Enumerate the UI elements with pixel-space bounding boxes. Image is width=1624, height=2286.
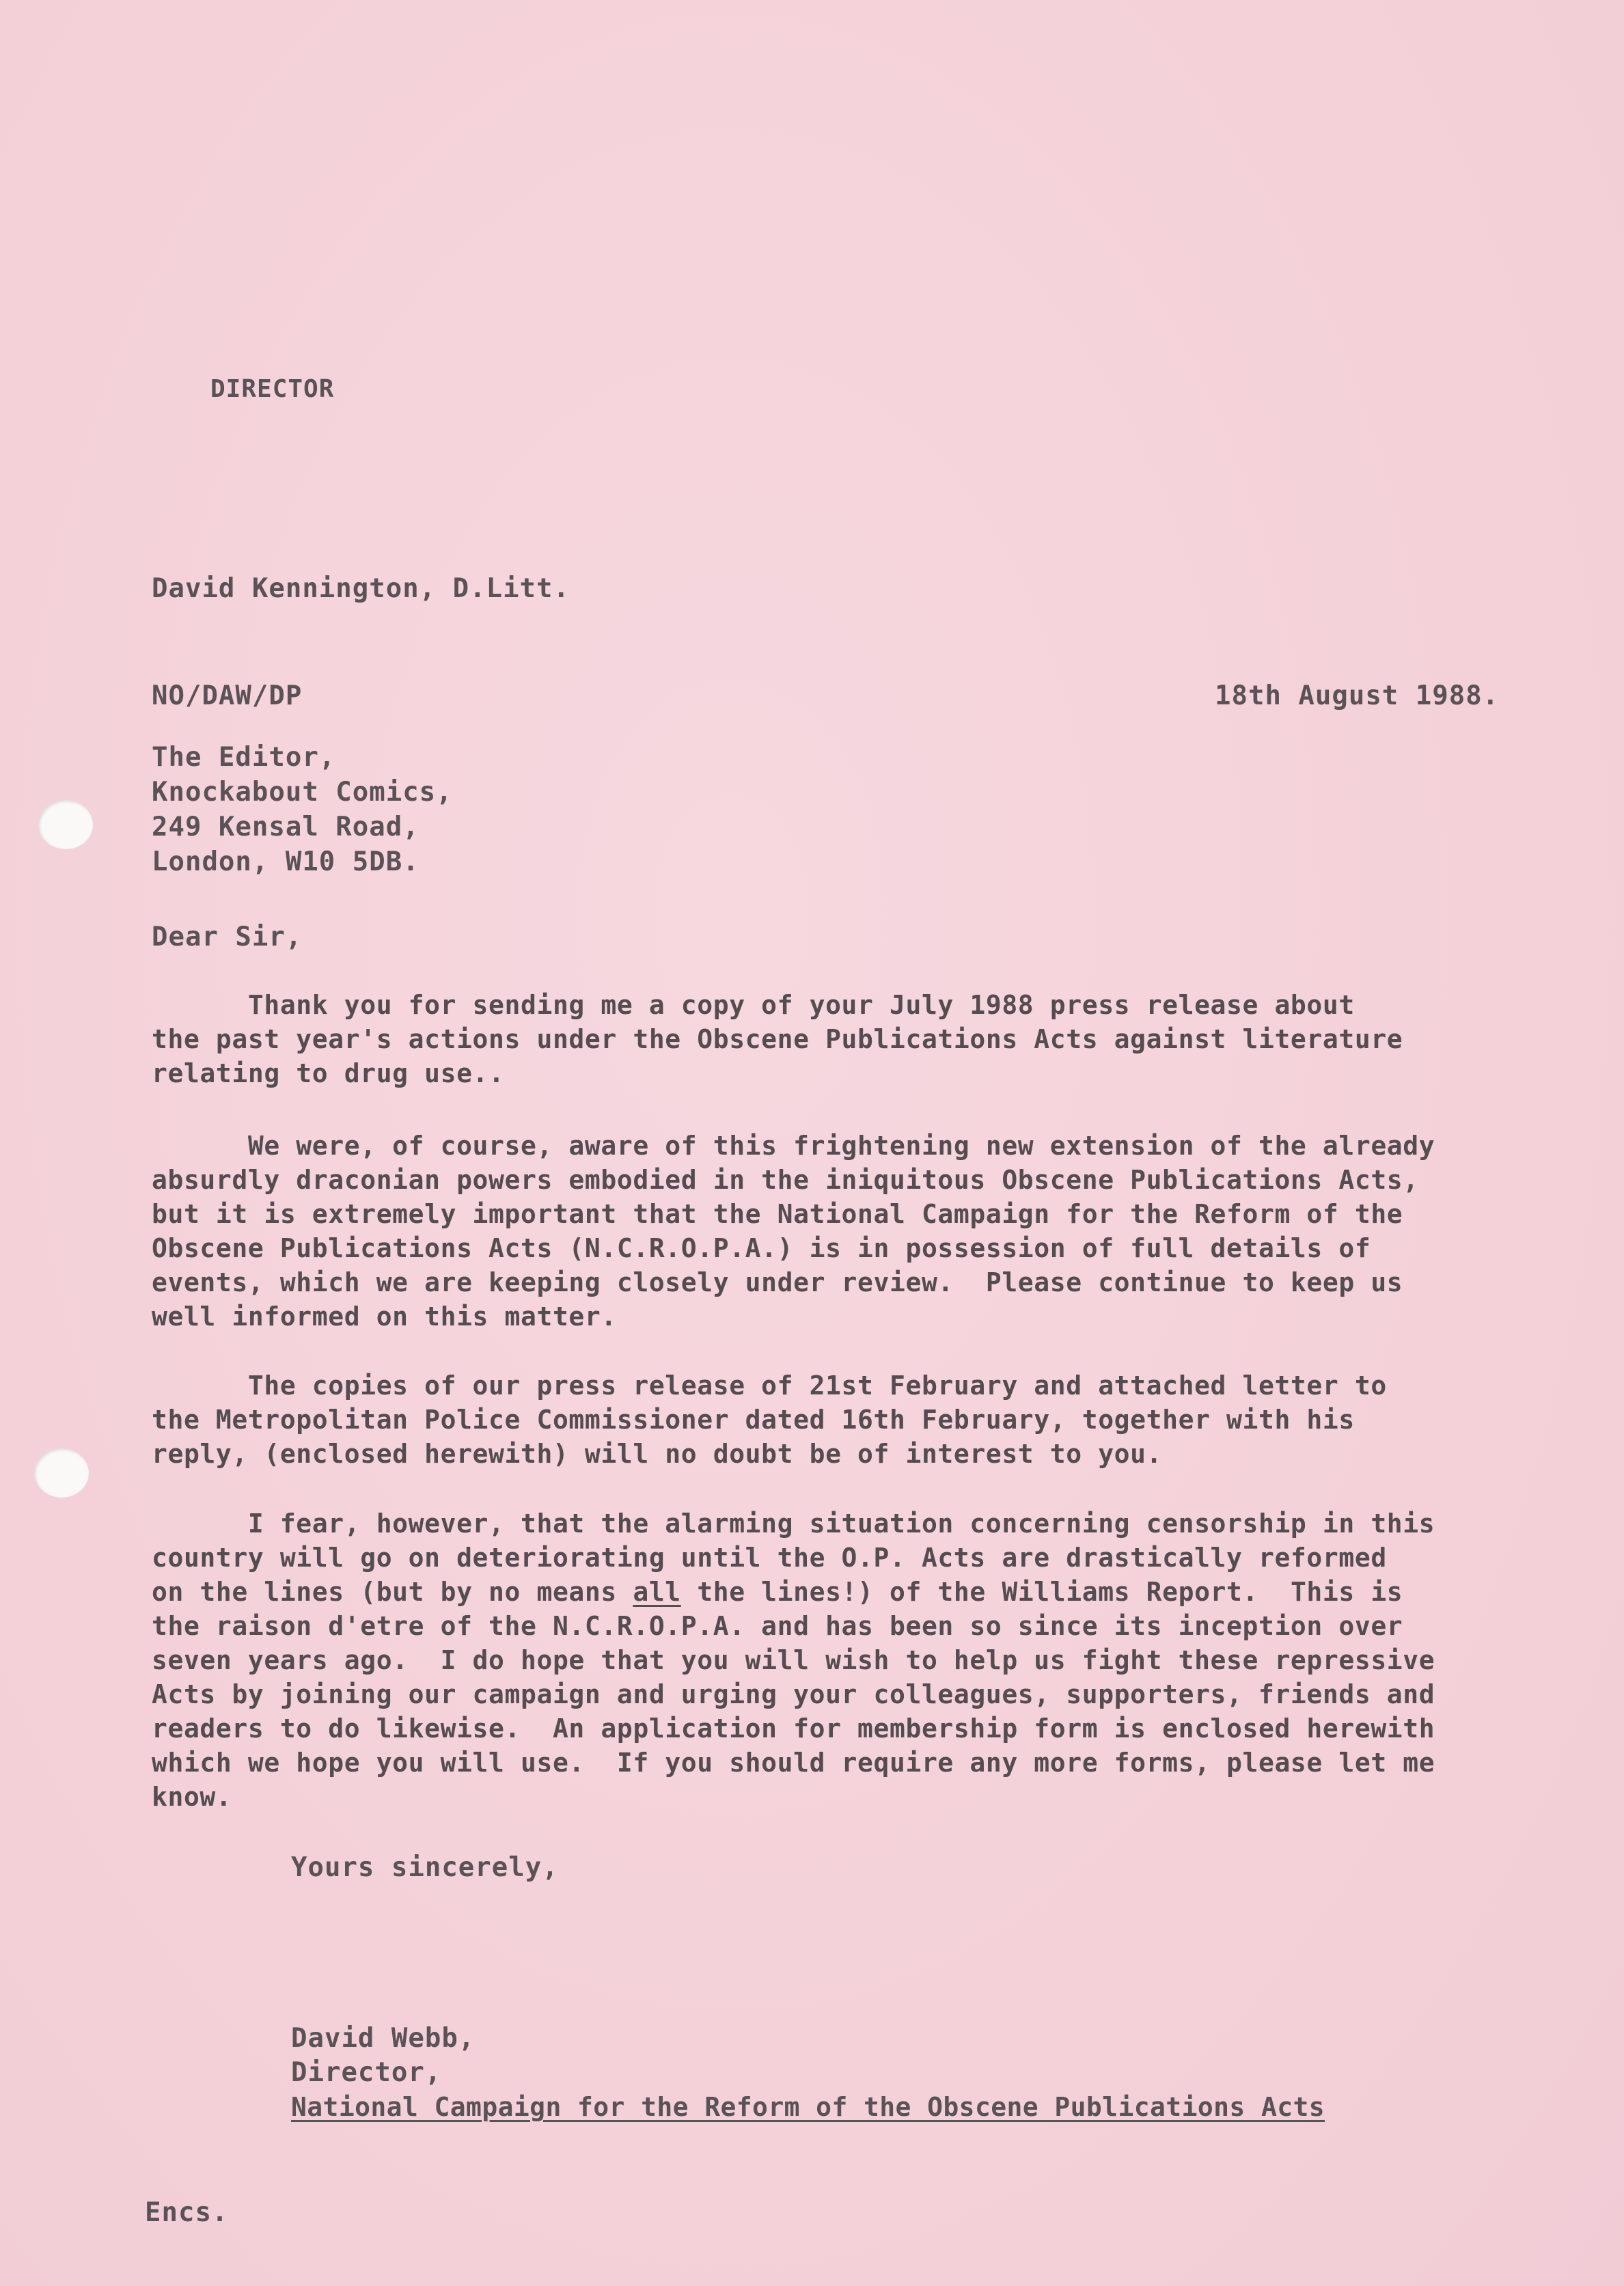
recipient-line: The Editor, xyxy=(152,742,336,773)
paragraph-line: which we hope you will use. If you should require any more forms, please let me xyxy=(152,1748,1435,1778)
author-line: David Kennington, D.Litt. xyxy=(152,573,570,604)
paragraph-line: Thank you for sending me a copy of your July 1988 press release about xyxy=(152,990,1355,1020)
paragraph-line: We were, of course, aware of this frightening new extension of the already xyxy=(152,1131,1435,1161)
paragraph-line: reply, (enclosed herewith) will no doubt be of interest to you. xyxy=(152,1439,1163,1469)
paragraph-line: I fear, however, that the alarming situation concerning censorship in this xyxy=(152,1509,1435,1539)
paragraph-line: know. xyxy=(152,1782,232,1812)
paragraph-line: country will go on deteriorating until the O.P. Acts are drastically reformed xyxy=(152,1543,1387,1573)
signature-name: David Webb, xyxy=(291,2023,476,2054)
paragraph-line: but it is extremely important that the National Campaign for the Reform of the xyxy=(152,1199,1403,1229)
paragraph-line: absurdly draconian powers embodied in the iniquitous Obscene Publications Acts, xyxy=(152,1165,1419,1195)
signature-organisation: National Campaign for the Reform of the Obscene Publications Acts xyxy=(291,2092,1325,2122)
paragraph-line: relating to drug use.. xyxy=(152,1058,505,1088)
paragraph-line: seven years ago. I do hope that you will wish to help us fight these repressive xyxy=(152,1645,1435,1675)
punch-hole-bottom xyxy=(34,1448,89,1498)
recipient-line: 249 Kensal Road, xyxy=(152,812,419,842)
signature-title: Director, xyxy=(291,2057,442,2088)
paragraph-line: The copies of our press release of 21st February and attached letter to xyxy=(152,1371,1387,1401)
salutation: Dear Sir, xyxy=(152,922,303,952)
paragraph-line: Obscene Publications Acts (N.C.R.O.P.A.) is in possession of full details of xyxy=(152,1233,1371,1263)
paragraph-line: the raison d'etre of the N.C.R.O.P.A. and has been so since its inception over xyxy=(152,1611,1403,1641)
recipient-line: London, W10 5DB. xyxy=(152,846,419,877)
emphasised-word: all xyxy=(633,1577,681,1607)
reference-code: NO/DAW/DP xyxy=(152,680,303,711)
recipient-line: Knockabout Comics, xyxy=(152,777,453,808)
paragraph-line: Acts by joining our campaign and urging your colleagues, supporters, friends and xyxy=(152,1679,1435,1709)
paragraph-line: events, which we are keeping closely under review. Please continue to keep us xyxy=(152,1267,1403,1297)
punch-hole-top xyxy=(38,800,93,849)
paragraph-line: the Metropolitan Police Commissioner dated 16th February, together with his xyxy=(152,1405,1355,1435)
letter-date: 18th August 1988. xyxy=(1215,680,1500,711)
header-label: DIRECTOR xyxy=(210,375,335,403)
enclosures-note: Encs. xyxy=(145,2197,229,2228)
line-text: on the lines (but by no means xyxy=(152,1577,633,1607)
paragraph-line: readers to do likewise. An application for membership form is enclosed herewith xyxy=(152,1713,1435,1744)
line-text: the lines!) of the Williams Report. This is xyxy=(680,1577,1403,1607)
paragraph-line xyxy=(152,1575,1586,1609)
paragraph-line: the past year's actions under the Obscene Publications Acts against literature xyxy=(152,1024,1403,1054)
paragraph-line: well informed on this matter. xyxy=(152,1302,617,1332)
closing: Yours sincerely, xyxy=(291,1852,559,1883)
